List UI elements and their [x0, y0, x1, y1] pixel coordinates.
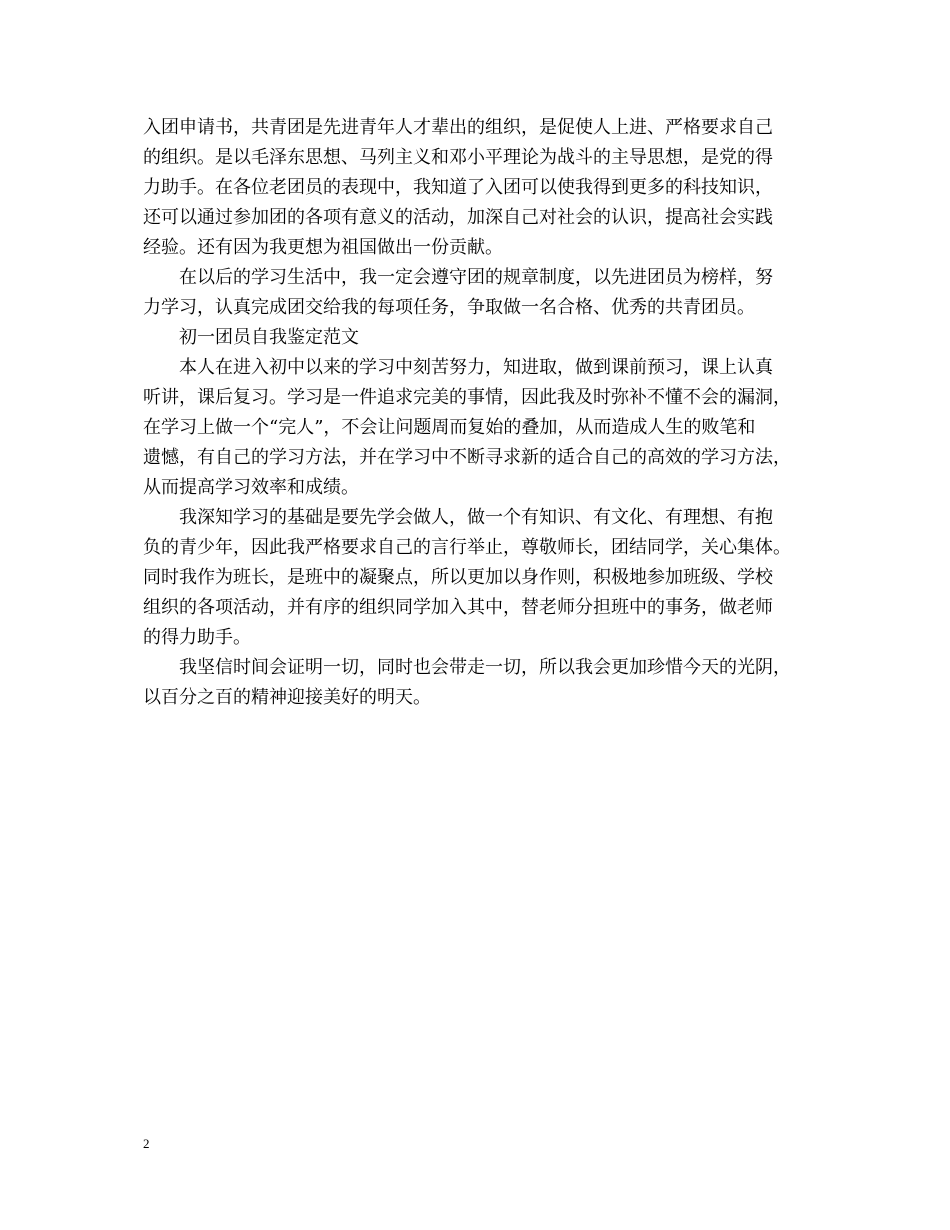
paragraph-continuation [143, 113, 813, 263]
text-line: 还可以通过参加团的各项有意义的活动，加深自己对社会的认识，提高社会实践 [143, 207, 773, 228]
text-line: 我坚信时间会证明一切，同时也会带走一切，所以我会更加珍惜今天的光阴， [179, 657, 791, 678]
heading-line: 初一团员自我鉴定范文 [179, 327, 359, 348]
text-line: 以百分之百的精神迎接美好的明天。 [143, 687, 431, 708]
text-line: 的组织。是以毛泽东思想、马列主义和邓小平理论为战斗的主导思想，是党的得 [143, 147, 773, 168]
document-body [143, 113, 813, 713]
text-line: 同时我作为班长，是班中的凝聚点，所以更加以身作则，积极地参加班级、学校 [143, 567, 773, 588]
paragraph-conduct [143, 503, 813, 653]
text-line: 组织的各项活动，并有序的组织同学加入其中，替老师分担班中的事务，做老师 [143, 597, 773, 618]
text-line: 在学习上做一个“完人”，不会让问题周而复始的叠加，从而造成人生的败笔和 [143, 417, 756, 438]
section-heading [143, 323, 813, 353]
text-line: 力学习，认真完成团交给我的每项任务，争取做一名合格、优秀的共青团员。 [143, 297, 755, 318]
text-line: 经验。还有因为我更想为祖国做出一份贡献。 [143, 237, 503, 258]
paragraph-closing [143, 653, 813, 713]
text-line: 在以后的学习生活中，我一定会遵守团的规章制度，以先进团员为榜样，努 [179, 267, 773, 288]
paragraph-study [143, 353, 813, 503]
text-line: 的得力助手。 [143, 627, 251, 648]
text-line: 负的青少年，因此我严格要求自己的言行举止，尊敬师长，团结同学，关心集体。 [143, 537, 791, 558]
text-line: 本人在进入初中以来的学习中刻苦努力，知进取，做到课前预习，课上认真 [179, 357, 773, 378]
text-line: 入团申请书，共青团是先进青年人才辈出的组织，是促使人上进、严格要求自己 [143, 117, 773, 138]
text-line: 从而提高学习效率和成绩。 [143, 477, 359, 498]
text-line: 力助手。在各位老团员的表现中，我知道了入团可以使我得到更多的科技知识， [143, 177, 773, 198]
text-line: 听讲，课后复习。学习是一件追求完美的事情，因此我及时弥补不懂不会的漏洞， [143, 387, 791, 408]
text-line: 遗憾，有自己的学习方法，并在学习中不断寻求新的适合自己的高效的学习方法， [143, 447, 791, 468]
page-number: 2 [143, 1136, 150, 1151]
paragraph-commitment [143, 263, 813, 323]
text-line: 我深知学习的基础是要先学会做人，做一个有知识、有文化、有理想、有抱 [179, 507, 773, 528]
